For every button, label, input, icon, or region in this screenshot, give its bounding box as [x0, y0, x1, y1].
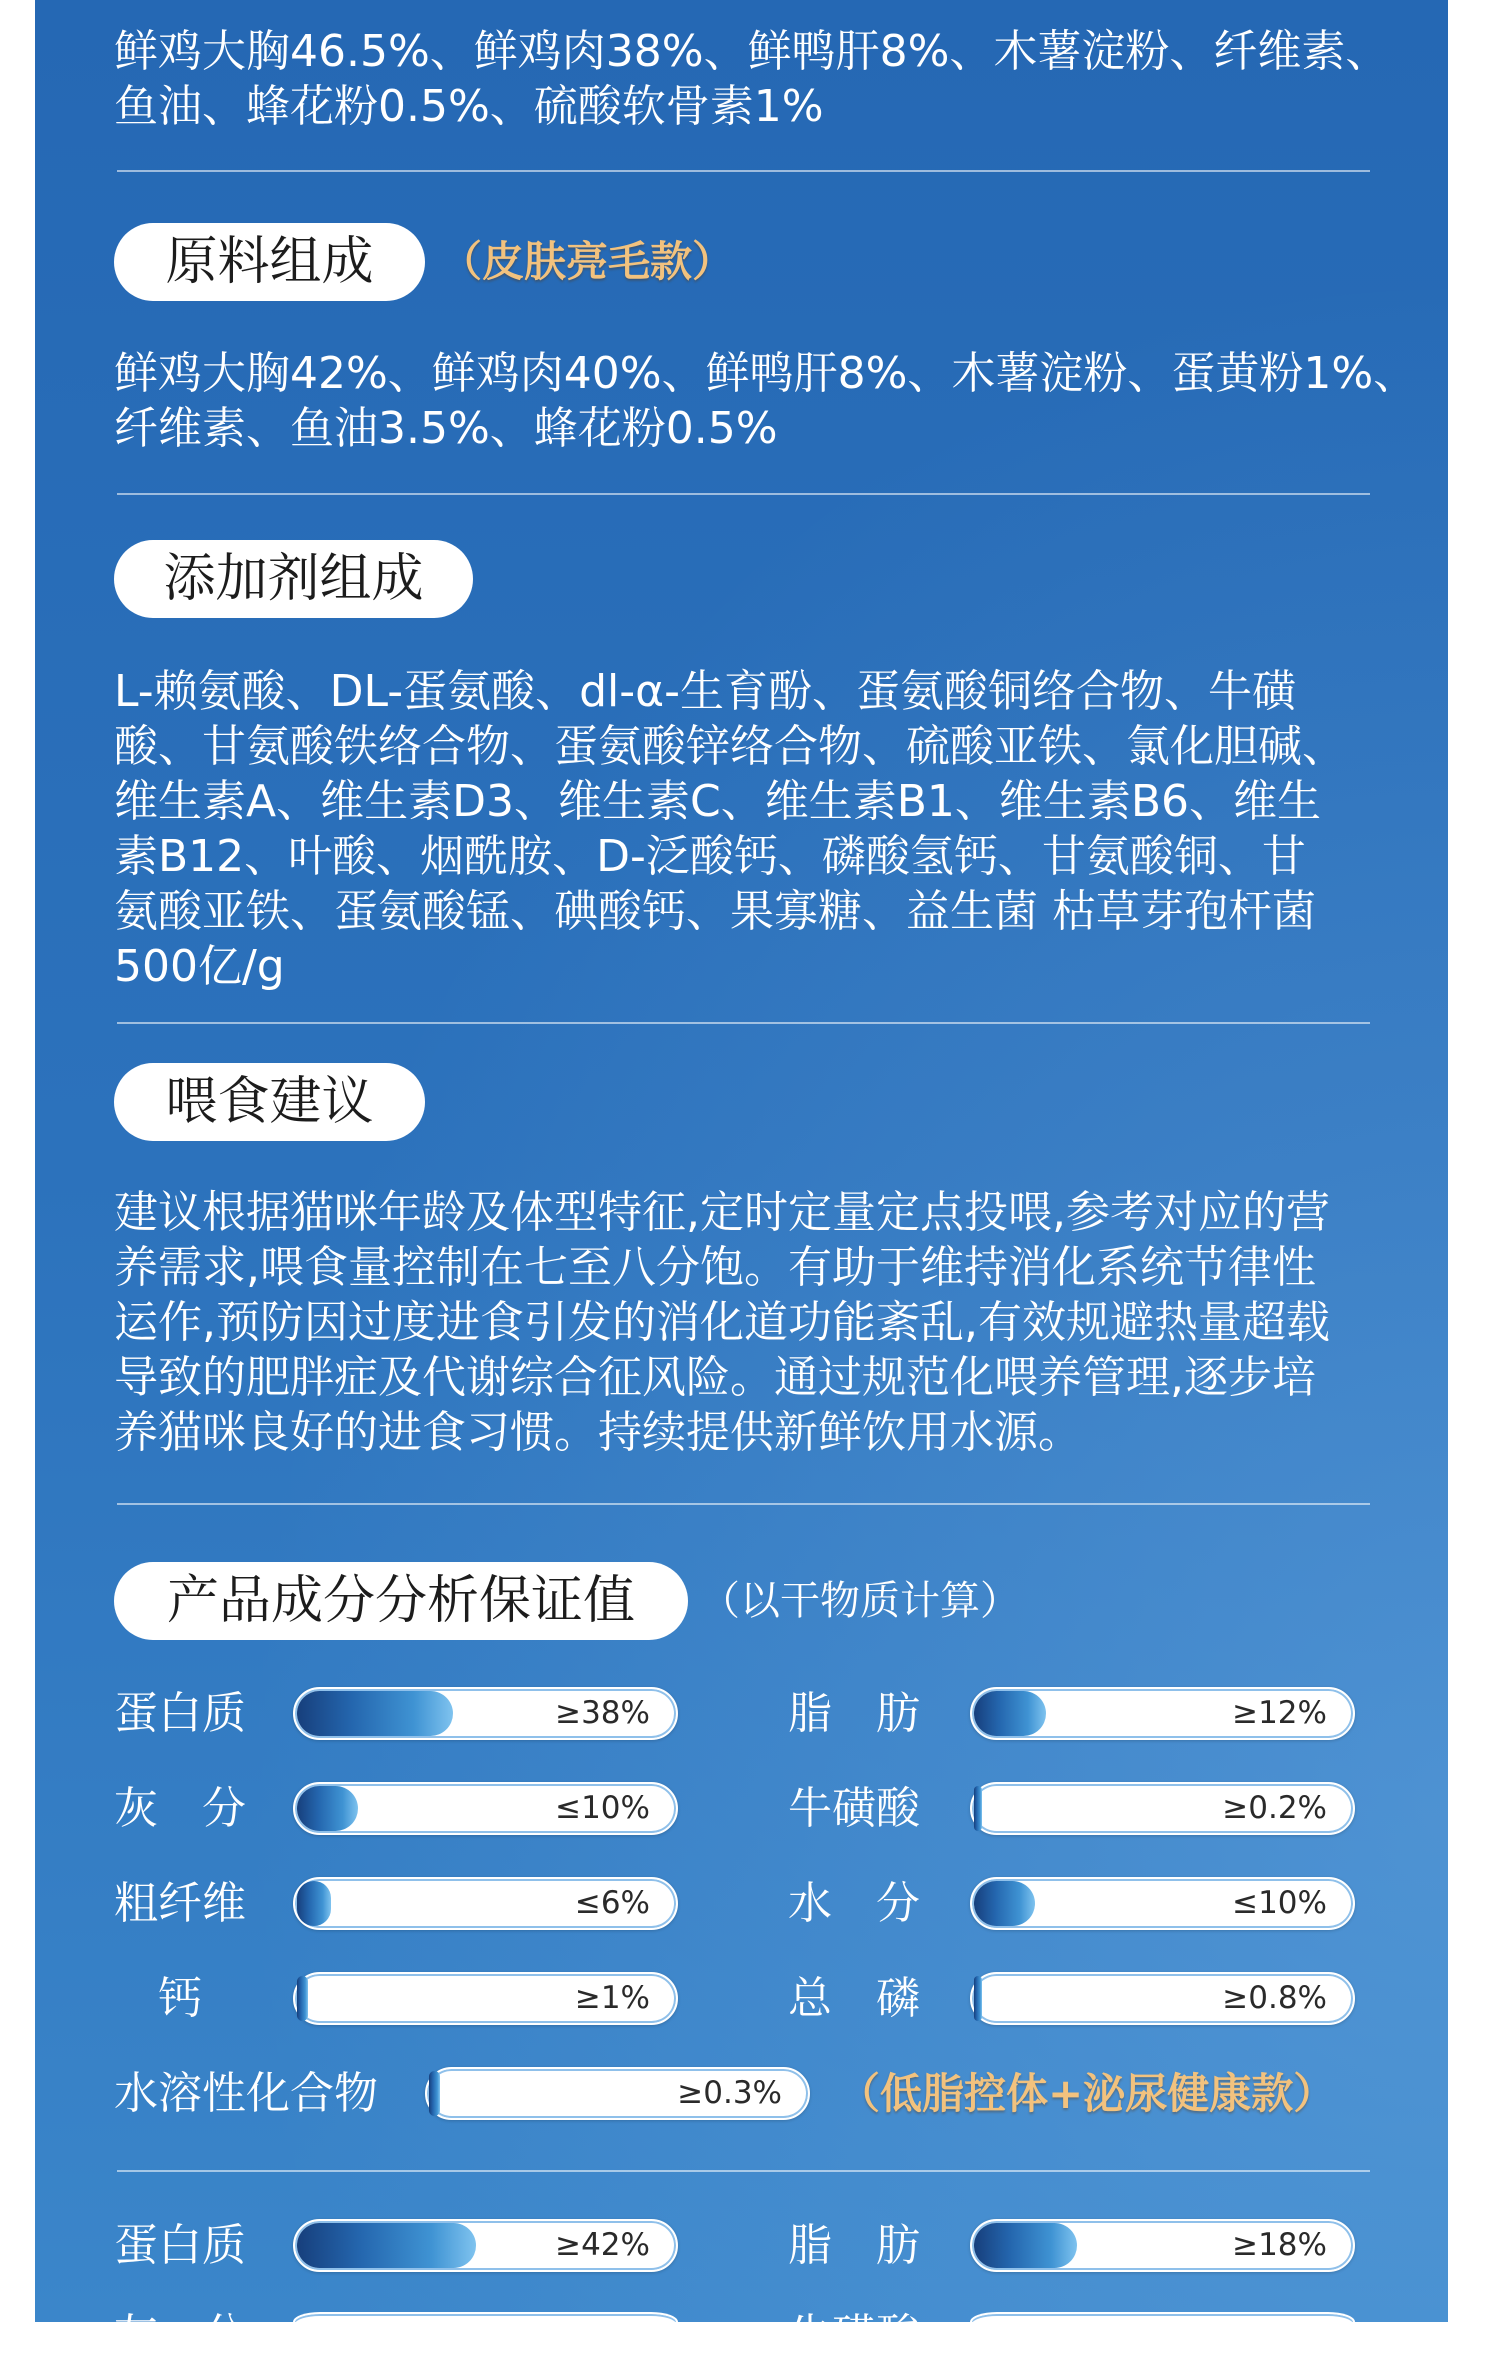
text-line: 鲜鸡大胸42%、鲜鸡肉40%、鲜鸭肝8%、木薯淀粉、蛋黄粉1%、 [114, 348, 1418, 399]
nutrient-label: 水 分 [788, 1878, 920, 1929]
text-line: L-赖氨酸、DL-蛋氨酸、dl-α-生育酚、蛋氨酸铜络合物、牛磺 [114, 666, 1297, 717]
nutrient-bar-fill [974, 1786, 982, 1831]
section-divider [117, 1503, 1370, 1505]
nutrient-bar [293, 1877, 678, 1930]
nutrient-bar [970, 1687, 1355, 1740]
nutrient-label: 蛋白质 [114, 2220, 246, 2271]
nutrient-label: 脂 肪 [788, 1688, 920, 1739]
product-info-panel [35, 0, 1448, 2361]
feeding-title: 喂食建议 [114, 1063, 425, 1141]
text-line: 养猫咪良好的进食习惯。持续提供新鲜饮用水源。 [114, 1407, 1082, 1458]
nutrient-label: 灰 分 [114, 1783, 246, 1834]
text-line: 纤维素、鱼油3.5%、蜂花粉0.5% [114, 403, 778, 454]
nutrient-label: 牛磺酸 [788, 1783, 920, 1834]
text-line: 500亿/g [114, 941, 285, 992]
section-divider [117, 2170, 1370, 2172]
section-divider [117, 1022, 1370, 1024]
nutrient-bar [425, 2067, 810, 2120]
text-line: 氨酸亚铁、蛋氨酸锰、碘酸钙、果寡糖、益生菌 枯草芽孢杆菌 [114, 886, 1316, 937]
nutrient-label: 钙 [114, 1973, 202, 2024]
nutrient-bar-fill [974, 1881, 1035, 1926]
nutrient-bar-fill [297, 1881, 331, 1926]
nutrient-label: 灰 分 [114, 2310, 246, 2361]
nutrient-bar [970, 1972, 1355, 2025]
text-line: 素B12、叶酸、烟酰胺、D-泛酸钙、磷酸氢钙、甘氨酸铜、甘 [114, 831, 1306, 882]
nutrient-label: 水溶性化合物 [114, 2068, 378, 2119]
nutrient-row [114, 1687, 1355, 1740]
nutrient-bar [970, 2312, 1355, 2322]
nutrient-value: ≥0.3% [677, 2075, 782, 2111]
raw-materials-text [114, 346, 1434, 456]
nutrient-value: ≤6% [574, 1885, 650, 1921]
nutrient-label: 牛磺酸 [788, 2310, 920, 2361]
text-line: 鲜鸡大胸46.5%、鲜鸡肉38%、鲜鸭肝8%、木薯淀粉、纤维素、 [114, 26, 1390, 77]
raw-materials-title: 原料组成 [114, 223, 425, 301]
nutrient-bar [293, 2312, 678, 2322]
text-line: 导致的肥胖症及代谢综合征风险。通过规范化喂养管理,逐步培 [114, 1352, 1316, 1403]
variant-label: （皮肤亮毛款） [440, 237, 735, 286]
base-ingredients-text [114, 24, 1434, 134]
nutrient-row [114, 1877, 1355, 1930]
text-line: 维生素A、维生素D3、维生素C、维生素B1、维生素B6、维生 [114, 776, 1322, 827]
nutrient-bar-fill [297, 1691, 453, 1736]
nutrient-bar [970, 1782, 1355, 1835]
additives-title: 添加剂组成 [114, 540, 473, 618]
nutrient-value: ≥18% [1232, 2227, 1327, 2263]
nutrient-bar [293, 1972, 678, 2025]
nutrient-bar-fill [297, 1786, 358, 1831]
nutrient-bar-fill [974, 2223, 1077, 2268]
text-line: 建议根据猫咪年龄及体型特征,定时定量定点投喂,参考对应的营 [114, 1187, 1330, 1238]
nutrient-value: ≥42% [555, 2227, 650, 2263]
nutrient-value: ≥12% [1232, 1695, 1327, 1731]
nutrient-value: ≥1% [574, 1980, 650, 2016]
text-line: 养需求,喂食量控制在七至八分饱。有助于维持消化系统节律性 [114, 1242, 1316, 1293]
nutrient-value: ≤10% [1232, 1885, 1327, 1921]
text-line: 运作,预防因过度进食引发的消化道功能紊乱,有效规避热量超载 [114, 1297, 1330, 1348]
section-divider [117, 170, 1370, 172]
nutrient-label: 总 磷 [788, 1973, 920, 2024]
nutrient-row-partial [114, 2309, 1355, 2361]
analysis-title: 产品成分分析保证值 [114, 1562, 688, 1640]
section-divider [117, 493, 1370, 495]
nutrient-value: ≥0.2% [1222, 1790, 1327, 1826]
nutrient-row [114, 1782, 1355, 1835]
feeding-text [114, 1185, 1434, 1460]
nutrient-value: ≥0.8% [1222, 1980, 1327, 2016]
nutrient-value: ≤10% [555, 1790, 650, 1826]
text-line: 酸、甘氨酸铁络合物、蛋氨酸锌络合物、硫酸亚铁、氯化胆碱、 [114, 721, 1346, 772]
analysis-basis-note: （以干物质计算） [700, 1578, 1020, 1624]
nutrient-value: ≥38% [555, 1695, 650, 1731]
nutrient-bar [293, 1687, 678, 1740]
nutrient-bar [970, 1877, 1355, 1930]
nutrient-bar-fill [974, 1691, 1046, 1736]
nutrient-label: 粗纤维 [114, 1878, 246, 1929]
nutrient-label: 蛋白质 [114, 1688, 246, 1739]
additives-text [114, 664, 1434, 994]
nutrient-row-wide [114, 2067, 1355, 2120]
nutrient-bar-fill [297, 2223, 476, 2268]
nutrient-row [114, 1972, 1355, 2025]
nutrient-bar [293, 2219, 678, 2272]
nutrient-bar-fill [429, 2071, 440, 2116]
nutrient-label: 脂 肪 [788, 2220, 920, 2271]
variant-label: （低脂控体+泌尿健康款） [838, 2069, 1336, 2118]
nutrient-bar [970, 2219, 1355, 2272]
text-line: 鱼油、蜂花粉0.5%、硫酸软骨素1% [114, 81, 824, 132]
nutrient-row [114, 2219, 1355, 2272]
nutrient-bar-fill [297, 1976, 308, 2021]
nutrient-bar [293, 1782, 678, 1835]
nutrient-bar-fill [974, 1976, 982, 2021]
